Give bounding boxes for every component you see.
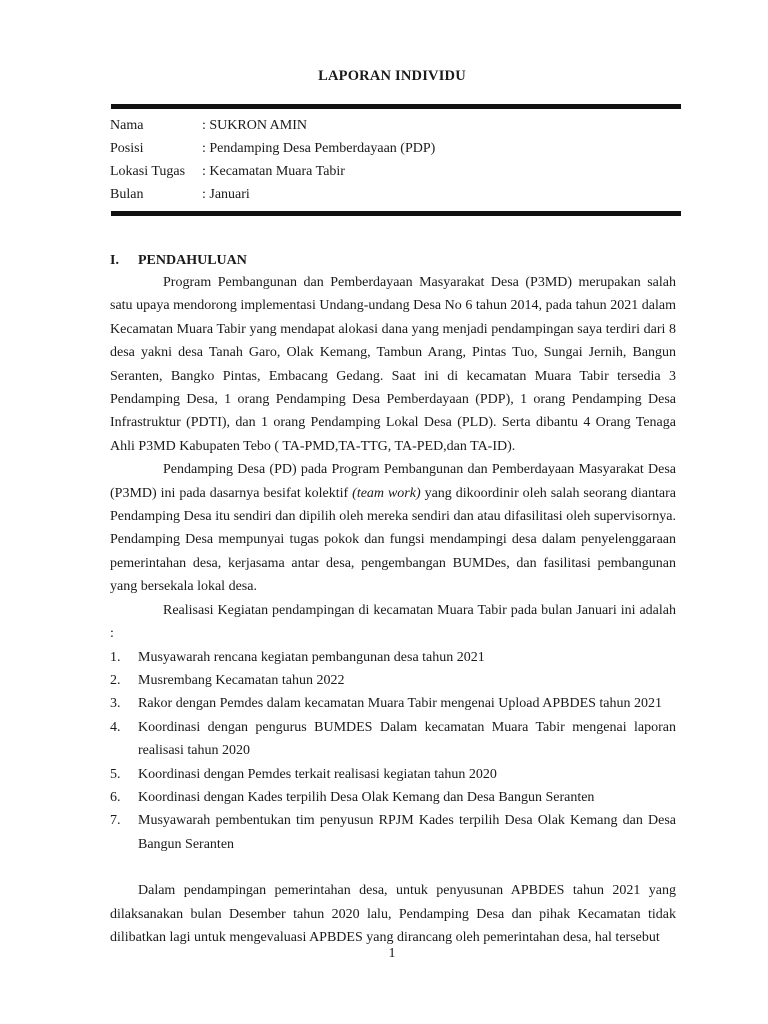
paragraph-2 <box>110 458 676 598</box>
page-number: 1 <box>388 946 396 961</box>
info-label: Lokasi Tugas <box>110 164 186 179</box>
paragraph-2-text-a: Pendamping Desa (PD) pada Program Pembangunan dan Pemberdayaan Masyarakat Desa (P3MD) ini pada dasarnya besifat kolektif <box>110 462 676 501</box>
list-item <box>110 669 676 692</box>
list-item-number: 2. <box>110 672 121 688</box>
list-item <box>110 763 676 786</box>
list-item-number: 1. <box>110 649 121 665</box>
header-rule-bottom <box>111 211 681 216</box>
info-value: : Januari <box>202 187 250 202</box>
body-content <box>110 271 676 949</box>
paragraph-4: Dalam pendampingan pemerintahan desa, untuk penyusunan APBDES tahun 2021 yang dilaksanakan bulan Desember tahun 2020 lalu, Pendamping Desa dan pihak Kecamatan tidak dilibatkan lagi untuk mengevaluasi APBDES yang dirancang oleh pemerintahan desa, hal tersebut <box>110 883 676 945</box>
list-item-text: Musrembang Kecamatan tahun 2022 <box>138 672 345 688</box>
list-item <box>110 786 676 809</box>
list-item-text: Koordinasi dengan pengurus BUMDES Dalam kecamatan Muara Tabir mengenai laporan realisasi tahun 2020 <box>138 719 676 759</box>
info-row-lokasi <box>110 162 435 185</box>
info-value: : SUKRON AMIN <box>202 118 308 133</box>
info-value: : Pendamping Desa Pemberdayaan (PDP) <box>202 141 436 156</box>
list-item-number: 7. <box>110 813 121 829</box>
section-heading <box>110 253 247 269</box>
info-value: : Kecamatan Muara Tabir <box>202 164 345 179</box>
info-block <box>110 116 435 208</box>
paragraph-3: Realisasi Kegiatan pendampingan di kecamatan Muara Tabir pada bulan Januari ini adalah : <box>110 602 676 642</box>
paragraph-spacer <box>110 856 676 879</box>
list-item <box>110 809 676 856</box>
list-item <box>110 646 676 669</box>
list-item-text: Musyawarah rencana kegiatan pembangunan desa tahun 2021 <box>138 649 485 665</box>
info-row-posisi <box>110 139 435 162</box>
list-item-text: Koordinasi dengan Kades terpilih Desa Olak Kemang dan Desa Bangun Seranten <box>138 789 595 805</box>
info-row-bulan <box>110 185 435 208</box>
paragraph-2-text-b: yang dikoordinir oleh salah seorang diantara Pendamping Desa itu sendiri dan dipilih oleh mereka sendiri dan atau difasilitasi oleh supervisornya. Pendamping Desa mempunyai tugas pokok dan fungsi mendampingi desa dalam penyelenggaraan pemerintahan desa, kerjasama antar desa, pengembangan BUMDes, dan fasilitasi pembangunan yang bersekala lokal desa. <box>110 485 676 595</box>
info-row-nama <box>110 116 435 139</box>
document-title: LAPORAN INDIVIDU <box>318 68 466 84</box>
info-label: Bulan <box>110 187 144 202</box>
list-item <box>110 716 676 763</box>
list-item-number: 3. <box>110 696 121 712</box>
header-rule-top <box>111 104 681 109</box>
list-item-number: 6. <box>110 789 121 805</box>
section-number: I. <box>110 253 119 268</box>
list-item-text: Rakor dengan Pemdes dalam kecamatan Muara Tabir mengenai Upload APBDES tahun 2021 <box>138 696 663 712</box>
activity-list <box>110 646 676 857</box>
paragraph-1: Program Pembangunan dan Pemberdayaan Masyarakat Desa (P3MD) merupakan salah satu upaya mendorong implementasi Undang-undang Desa No 6 tahun 2014, pada tahun 2021 dalam Kecamatan Muara Tabir yang mendapat alokasi dana yang menjadi pendampingan saya terdiri dari 8 desa yakni desa Tanah Garo, Olak Kemang, Tambun Arang, Pintas Tuo, Sungai Jernih, Bangun Seranten, Bangko Pintas, Embacang Gedang. Saat ini di kecamatan Muara Tabir tersedia 3 Pendamping Desa, 1 orang Pendamping Desa Pemberdayaan (PDP), 1 orang Pendamping Desa Infrastruktur (PDTI), dan 1 orang Pendamping Lokal Desa (PLD). Serta dibantu 4 Orang Tenaga Ahli P3MD Kabupaten Tebo ( TA-PMD,TA-TTG, TA-PED,dan TA-ID). <box>110 275 676 454</box>
list-item-number: 4. <box>110 719 121 735</box>
list-item-number: 5. <box>110 766 121 782</box>
info-label: Posisi <box>110 141 144 156</box>
paragraph-2-emphasis: (team work) <box>352 485 421 501</box>
list-item-text: Musyawarah pembentukan tim penyusun RPJM Kades terpilih Desa Olak Kemang dan Desa Bangun Seranten <box>138 813 676 852</box>
info-label: Nama <box>110 118 144 133</box>
list-item-text: Koordinasi dengan Pemdes terkait realisasi kegiatan tahun 2020 <box>138 766 497 782</box>
list-item <box>110 692 676 715</box>
section-title: PENDAHULUAN <box>138 253 247 268</box>
